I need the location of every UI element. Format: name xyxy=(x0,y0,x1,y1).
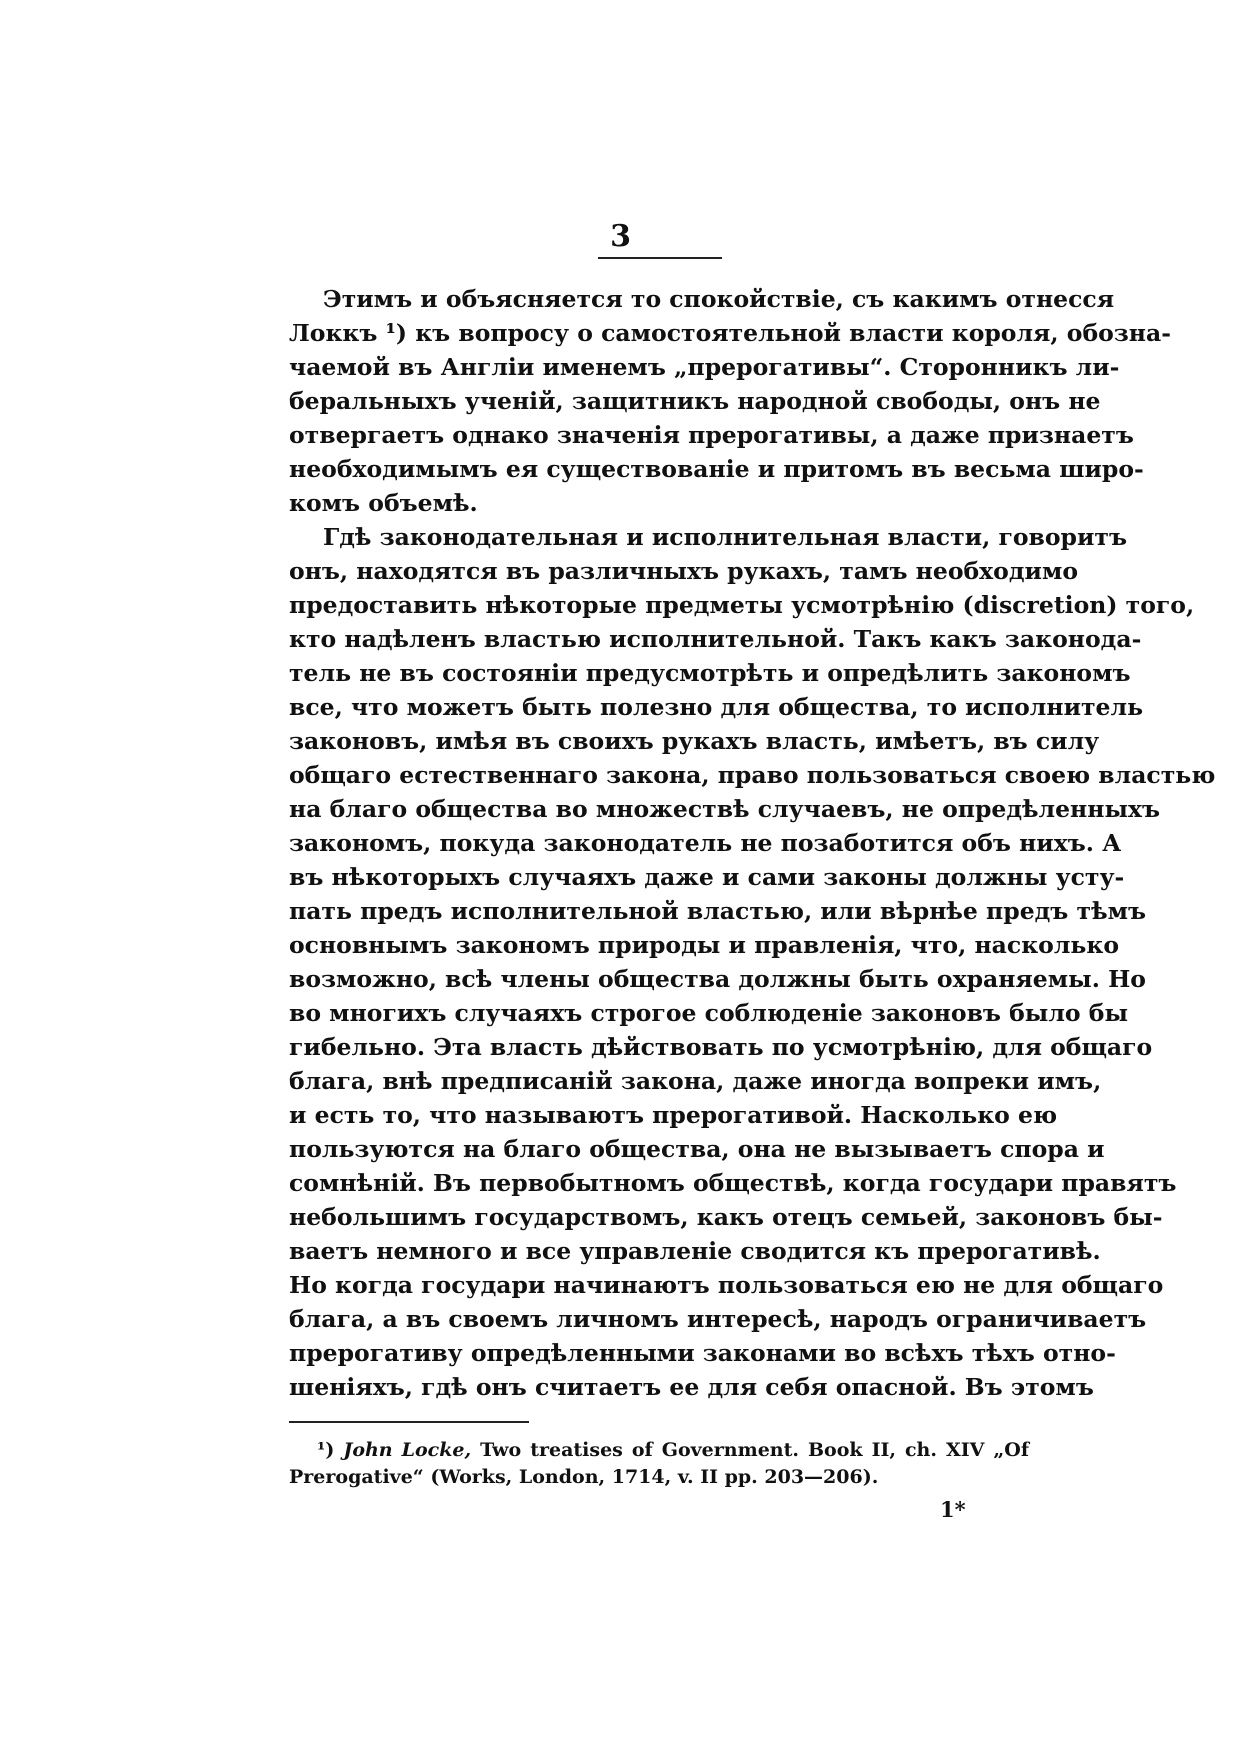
text-line: пользуются на благо общества, она не вызываетъ спора и xyxy=(289,1135,1105,1163)
text-line: Локкъ ¹) къ вопросу о самостоятельной власти короля, обозна- xyxy=(289,319,1171,347)
text-line: Этимъ и объясняется то спокойствіе, съ какимъ отнесся xyxy=(323,285,1115,313)
text-line: сомнѣній. Въ первобытномъ обществѣ, когда государи правятъ xyxy=(289,1169,1177,1197)
page-number: 3 xyxy=(610,219,631,254)
text-line: ваетъ немного и все управленіе сводится къ прерогативѣ. xyxy=(289,1237,1101,1265)
text-line: блага, внѣ предписаній закона, даже иногда вопреки имъ, xyxy=(289,1067,1102,1095)
text-line: на благо общества во множествѣ случаевъ, не опредѣленныхъ xyxy=(289,795,1161,823)
text-line: тель не въ состояніи предусмотрѣть и опредѣлить закономъ xyxy=(289,659,1131,687)
footnote-line xyxy=(289,1437,1029,1464)
body-text xyxy=(289,282,1216,1404)
text-line: шеніяхъ, гдѣ онъ считаетъ ее для себя опасной. Въ этомъ xyxy=(289,1373,1094,1401)
text-line: общаго естественнаго закона, право пользоваться своею властью xyxy=(289,761,1216,789)
text-line: небольшимъ государствомъ, какъ отецъ семьей, законовъ бы- xyxy=(289,1203,1163,1231)
signature-mark: 1* xyxy=(940,1497,966,1522)
footnote-marker: ¹) xyxy=(317,1439,335,1461)
footnote-line: Prerogative“ (Works, London, 1714, v. II pp. 203—206). xyxy=(289,1466,879,1488)
footnote-title: Two treatises of Government. Book II, ch. XIV „Of xyxy=(480,1439,1029,1461)
text-line: въ нѣкоторыхъ случаяхъ даже и сами законы должны усту- xyxy=(289,863,1125,891)
text-line: необходимымъ ея существованіе и притомъ въ весьма широ- xyxy=(289,455,1144,483)
text-line: кто надѣленъ властью исполнительной. Такъ какъ законода- xyxy=(289,625,1142,653)
text-line: Гдѣ законодательная и исполнительная власти, говоритъ xyxy=(323,523,1127,551)
text-line: блага, а въ своемъ личномъ интересѣ, народъ ограничиваетъ xyxy=(289,1305,1147,1333)
text-line: пать предъ исполнительной властью, или вѣрнѣе предъ тѣмъ xyxy=(289,897,1147,925)
text-line: отвергаетъ однако значенія прерогативы, а даже признаетъ xyxy=(289,421,1134,449)
text-line: все, что можетъ быть полезно для общества, то исполнитель xyxy=(289,693,1144,721)
header-rule xyxy=(598,257,722,259)
text-line: прерогативу опредѣленными законами во всѣхъ тѣхъ отно- xyxy=(289,1339,1116,1367)
text-line: и есть то, что называютъ прерогативой. Насколько ею xyxy=(289,1101,1058,1129)
text-line: предоставить нѣкоторые предметы усмотрѣнію (discretion) того, xyxy=(289,591,1195,619)
footnote-rule xyxy=(289,1421,529,1423)
text-line: законовъ, имѣя въ своихъ рукахъ власть, имѣетъ, въ силу xyxy=(289,727,1100,755)
text-line: гибельно. Эта власть дѣйствовать по усмотрѣнію, для общаго xyxy=(289,1033,1153,1061)
text-line: комъ объемѣ. xyxy=(289,489,478,517)
text-line: Но когда государи начинаютъ пользоваться ею не для общаго xyxy=(289,1271,1164,1299)
text-line: основнымъ закономъ природы и правленія, что, насколько xyxy=(289,931,1120,959)
text-line: во многихъ случаяхъ строгое соблюденіе законовъ было бы xyxy=(289,999,1129,1027)
footnotes xyxy=(289,1437,1029,1491)
text-line: беральныхъ ученій, защитникъ народной свободы, онъ не xyxy=(289,387,1101,415)
text-line: онъ, находятся въ различныхъ рукахъ, тамъ необходимо xyxy=(289,557,1079,585)
text-line: чаемой въ Англіи именемъ „прерогативы“. Сторонникъ ли- xyxy=(289,353,1120,381)
text-line: закономъ, покуда законодатель не позаботится объ нихъ. А xyxy=(289,829,1122,857)
text-line: возможно, всѣ члены общества должны быть охраняемы. Но xyxy=(289,965,1146,993)
footnote-author: John Locke, xyxy=(343,1439,472,1461)
